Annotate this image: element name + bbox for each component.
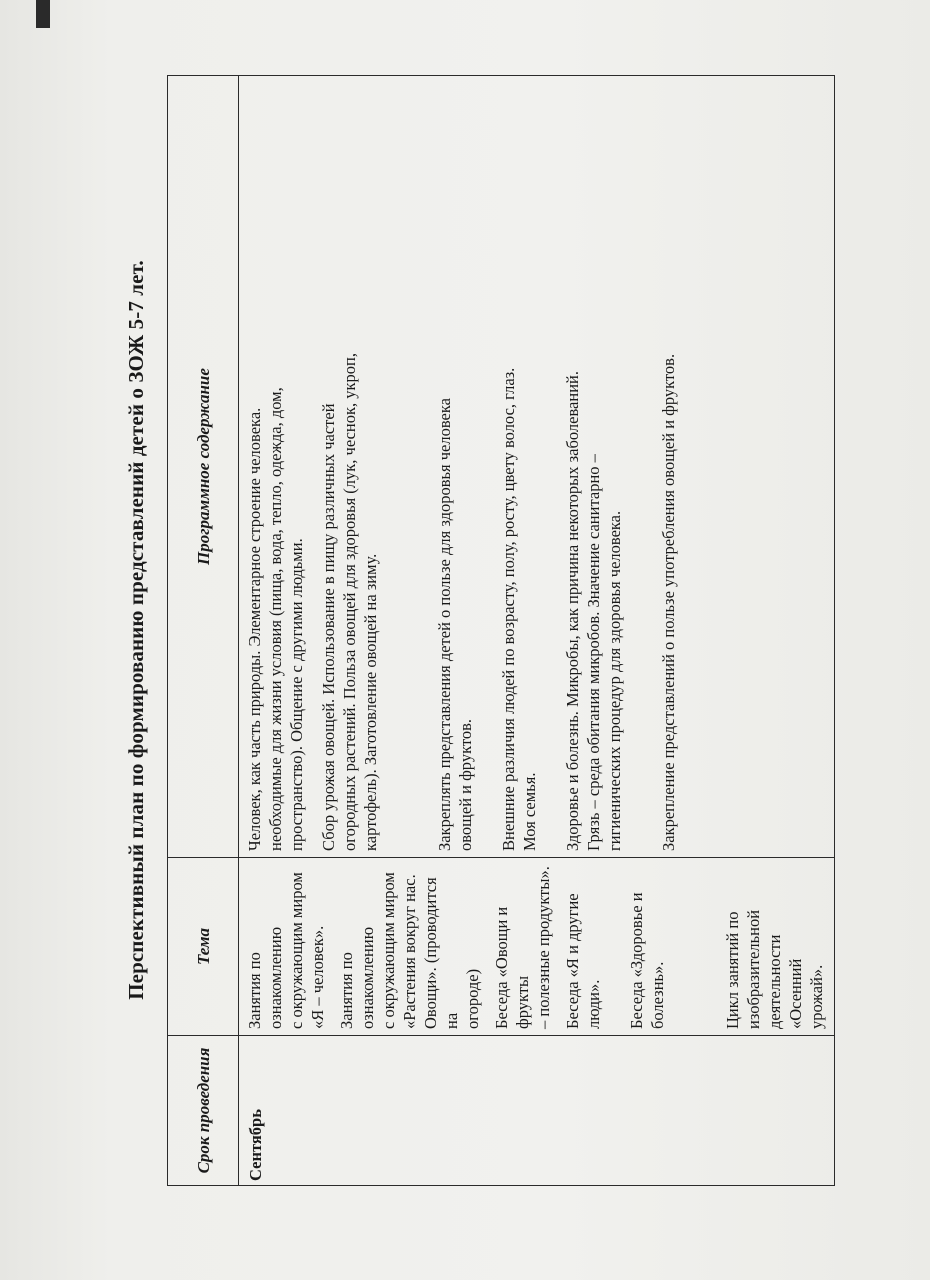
content-line: Моя семья.: [520, 772, 539, 851]
content-entry: [562, 81, 650, 851]
content-line: Внешние различия людей по возрасту, полу, росту, цвету волос, глаз.: [499, 367, 518, 851]
content-line: Здоровье и болезнь. Микробы, как причина некоторых заболеваний.: [563, 371, 582, 851]
topic-line: Беседа «Здоровье и: [627, 892, 646, 1029]
topic-cell: [239, 858, 835, 1036]
topic-list: [240, 859, 833, 1034]
topic-line: – полезные продукты».: [534, 866, 553, 1029]
content-line: гигиенических процедур для здоровья человека.: [605, 510, 624, 851]
topic-line: Занятия по ознакомлению: [337, 926, 377, 1029]
content-line: Закреплять представления детей о пользе для здоровья человека: [435, 398, 454, 851]
topic-entry: [626, 863, 714, 1029]
month-cell: Сентябрь: [239, 1036, 835, 1186]
topic-line: огороде): [463, 968, 482, 1029]
content-entry: [498, 81, 554, 851]
topic-entry: [491, 863, 554, 1029]
content-line: необходимые для жизни условия (пища, вода, тепло, одежда, дом,: [266, 387, 285, 851]
header-period: Срок проведения: [168, 1036, 239, 1186]
plan-table: [167, 75, 835, 1186]
topic-line: Цикл занятий по: [723, 911, 742, 1029]
content-line: Грязь – среда обитания микробов. Значение санитарно –: [584, 454, 603, 851]
topic-line: изобразительной: [744, 909, 763, 1029]
topic-line: с окружающим миром: [287, 872, 306, 1029]
topic-entry: [336, 863, 483, 1029]
header-content: Программное содержание: [168, 76, 239, 858]
topic-line: с окружающим миром: [379, 872, 398, 1029]
rotated-document: [105, 70, 826, 1190]
content-list: [240, 77, 748, 856]
content-line: Закрепление представлений о пользе употребления овощей и фруктов.: [659, 353, 678, 851]
content-line: пространство). Общение с другими людьми.: [287, 538, 306, 851]
content-line: овощей и фруктов.: [456, 718, 475, 851]
content-line: Сбор урожая овощей. Использование в пищу различных частей: [319, 403, 338, 851]
content-cell: [239, 76, 835, 858]
topic-line: «Я – человек».: [308, 925, 327, 1029]
topic-entry: [562, 863, 618, 1029]
content-entry: [434, 81, 490, 851]
document-title: Перспективный план по формированию представлений детей о ЗОЖ 5-7 лет.: [123, 260, 148, 1000]
topic-line: люди».: [584, 979, 603, 1029]
content-line: Человек, как часть природы. Элементарное строение человека.: [245, 407, 264, 851]
header-row: [168, 76, 239, 1186]
content-entry: [658, 81, 742, 851]
topic-line: «Растения вокруг нас.: [400, 874, 419, 1029]
topic-line: Овощи». (проводится на: [421, 877, 461, 1029]
topic-entry: [722, 863, 827, 1029]
header-topic: Тема: [168, 858, 239, 1036]
content-entry: [318, 81, 426, 851]
scan-edge-mark: [36, 0, 50, 28]
content-line: огородных растений. Польза овощей для здоровья (лук, чеснок, укроп,: [340, 353, 359, 851]
topic-line: урожай».: [807, 964, 826, 1029]
topic-line: Занятия по ознакомлению: [245, 926, 285, 1029]
topic-line: Беседа «Я и другие: [563, 893, 582, 1029]
topic-entry: [244, 863, 328, 1029]
topic-line: деятельности «Осенний: [765, 934, 805, 1029]
content-line: картофель). Заготовление овощей на зиму.: [361, 553, 380, 851]
topic-line: Беседа «Овощи и фрукты: [492, 906, 532, 1029]
table-row: [239, 76, 835, 1186]
topic-line: болезнь».: [648, 961, 667, 1029]
content-entry: [244, 81, 310, 851]
